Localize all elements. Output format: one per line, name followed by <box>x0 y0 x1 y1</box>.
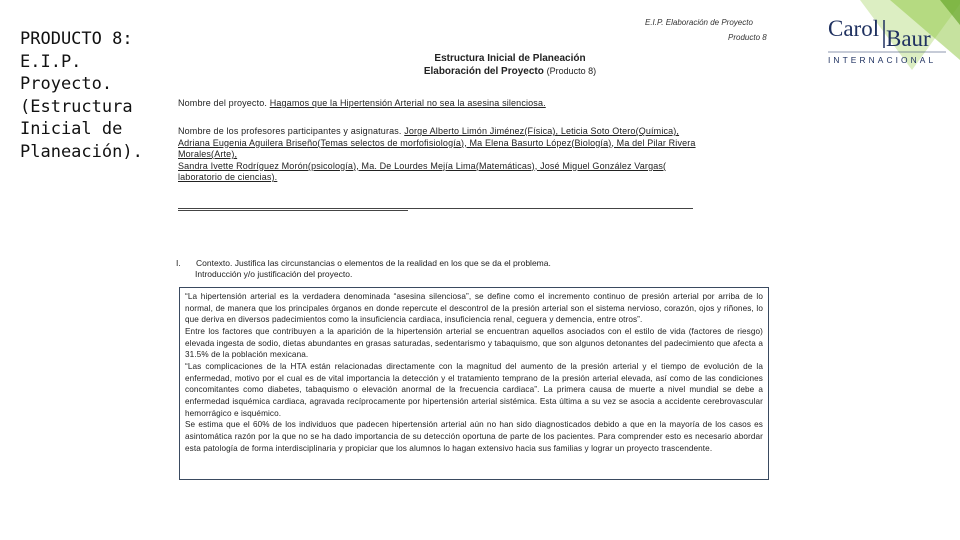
context-section-heading <box>176 258 551 280</box>
teachers-block <box>178 126 778 184</box>
header-reference: E.I.P. Elaboración de Proyecto <box>645 18 753 27</box>
context-paragraph: Se estima que el 60% de los individuos que padecen hipertensión arterial aún no han sido diagnosticados debido a que en la mayoría de los casos es asintomática razón por la que no se ha dado importancia de su detección oportuna de parte de los pacientes. Para comprender esto es necesario abordar esta patología de forma interdisciplinaria y propiciar que los alumnos lo hagan extensivo hacia sus familias y lograr un proyecto trascendente. <box>185 420 763 453</box>
section-subheading: Introducción y/o justificación del proyecto. <box>195 269 353 279</box>
header-product: Producto 8 <box>728 33 767 42</box>
project-name <box>178 98 778 110</box>
divider-line <box>178 210 408 211</box>
document-title-line2: Elaboración del Proyecto <box>423 66 544 77</box>
project-name-value: Hagamos que la Hipertensión Arterial no sea la asesina silenciosa. <box>269 98 546 108</box>
project-name-label: Nombre del proyecto. <box>178 98 268 108</box>
document-title-suffix: (Producto 8) <box>546 66 597 76</box>
document-title-line1: Estructura Inicial de Planeación <box>434 53 586 64</box>
teachers-line: Jorge Alberto Limón Jiménez(Física), Leticia Soto Otero(Química), <box>404 126 680 136</box>
context-paragraph: Entre los factores que contribuyen a la aparición de la hipertensión arterial se encuentran aquellos asociados con el estilo de vida (factores de riesgo) elevada ingesta de sodio, dietas abundantes en grasas saturadas, sedentarismo y tabaquismo, que son algunos detonantes del padecimiento que afecta a 31.5% de la población mexicana. <box>185 326 763 360</box>
slide-title-line: (Estructura <box>20 96 133 117</box>
slide-title-line: Planeación). <box>20 141 143 162</box>
divider-line <box>178 208 693 209</box>
slide-title-line: Inicial de <box>20 119 123 139</box>
teachers-line: laboratorio de ciencias). <box>178 172 278 182</box>
document-title <box>380 52 640 78</box>
context-paragraph: “La hipertensión arterial es la verdadera denominada “asesina silenciosa”, se define como el incremento continuo de presión arterial por arriba de lo normal, de manera que los principales órganos en donde repercute el descontrol de la presión arterial son el sistema nervioso, corazón, ojos y riñones, lo que deriva en diversos padecimientos como la insuficiencia cardiaca, insuficiencia renal, ceguera y demencia, entre otros”. <box>185 292 763 325</box>
slide-title <box>20 28 170 163</box>
carol-baur-logo <box>826 14 948 66</box>
logo-word-internacional: INTERNACIONAL <box>828 55 937 65</box>
context-paragraph: “Las complicaciones de la HTA están relacionadas directamente con la magnitud del aumento de la presión arterial y el tiempo de evolución de la enfermedad, motivo por el cual es de vital importancia la detección y el tratamiento temprano de la presión arterial elevada, así como de las condiciones concomitantes como diabetes, tabaquismo o elevación anormal de la frecuencia cardiaca”. La primera causa de muerte a nivel mundial se debe a enfermedad isquémica cardiaca, agravada recíprocamente por hipertensión arterial sistémica. Esta última a su vez se asocia a accidente cerebrovascular hemorrágico e isquémico. <box>185 361 763 418</box>
teachers-line: Sandra Ivette Rodríguez Morón(psicología), Ma. De Lourdes Mejía Lima(Matemáticas), José Miguel González Vargas( <box>178 160 667 171</box>
context-text-box <box>179 287 769 480</box>
logo-word-baur: Baur <box>886 26 931 51</box>
teachers-line: Morales(Arte), <box>178 149 238 159</box>
section-number: I. <box>176 258 181 268</box>
logo-word-carol: Carol <box>828 16 880 41</box>
section-heading: Contexto. Justifica las circunstancias o elementos de la realidad en los que se da el problema. <box>196 258 551 268</box>
slide-title-line: PRODUCTO 8: <box>20 29 133 49</box>
slide-title-line: Proyecto. <box>20 74 113 94</box>
slide-title-line: E.I.P. <box>20 51 82 72</box>
teachers-line: Adriana Eugenia Aguilera Briseño(Temas selectos de morfofisiología), Ma Elena Basurto López(Biología), Ma del Pilar Rivera <box>178 137 696 148</box>
teachers-label: Nombre de los profesores participantes y asignaturas. <box>178 126 402 136</box>
